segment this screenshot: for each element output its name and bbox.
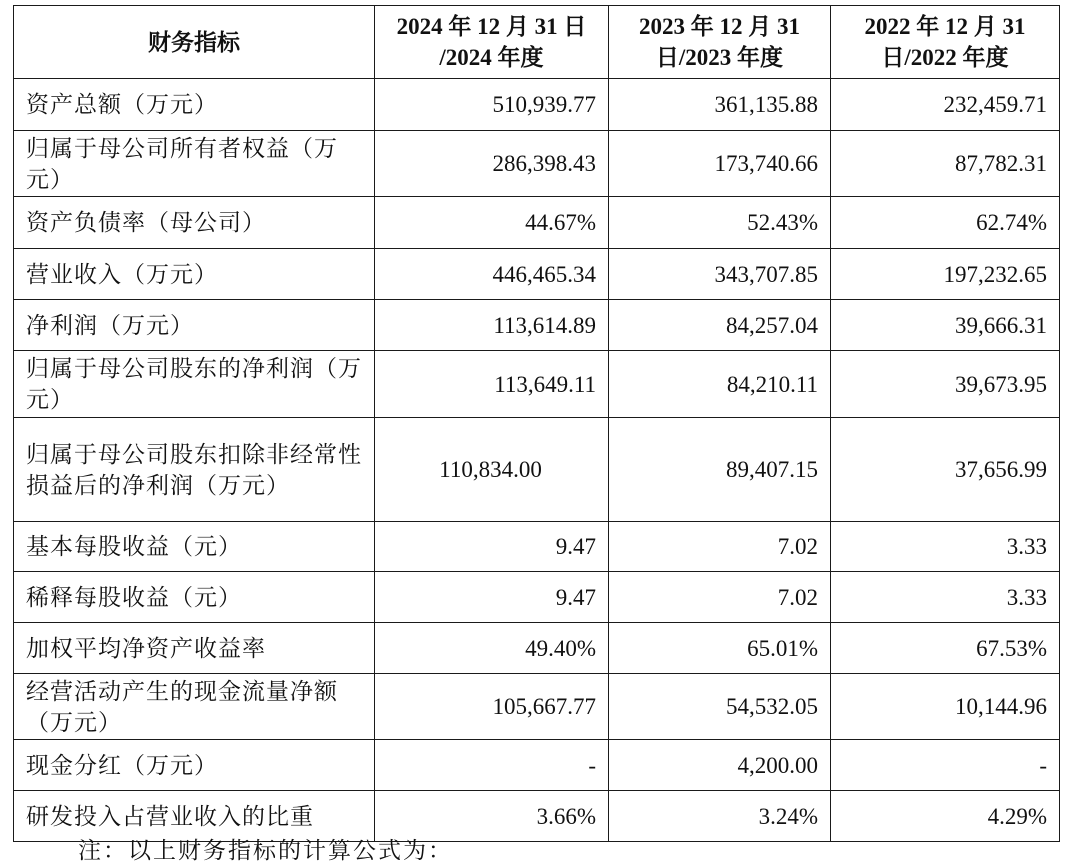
value-2022: 39,673.95 <box>831 351 1060 418</box>
value-2023: 89,407.15 <box>609 418 831 522</box>
value-2022: 37,656.99 <box>831 418 1060 522</box>
value-2024: 510,939.77 <box>375 79 609 131</box>
value-2024: 286,398.43 <box>375 131 609 197</box>
table-row <box>14 623 1060 674</box>
value-2024: 9.47 <box>375 572 609 623</box>
value-2024: 9.47 <box>375 522 609 572</box>
value-2022: 4.29% <box>831 791 1060 842</box>
value-2022: 3.33 <box>831 572 1060 623</box>
value-2022: 3.33 <box>831 522 1060 572</box>
row-label: 经营活动产生的现金流量净额（万元） <box>14 674 375 740</box>
value-2024: 446,465.34 <box>375 249 609 300</box>
table-row <box>14 300 1060 351</box>
financial-indicators-table <box>13 5 1060 842</box>
value-2023: 84,210.11 <box>609 351 831 418</box>
value-2023: 343,707.85 <box>609 249 831 300</box>
value-2024: 3.66% <box>375 791 609 842</box>
value-2023: 4,200.00 <box>609 740 831 791</box>
table-row <box>14 522 1060 572</box>
value-2023: 65.01% <box>609 623 831 674</box>
row-label: 加权平均净资产收益率 <box>14 623 375 674</box>
value-2023: 54,532.05 <box>609 674 831 740</box>
table-header-row <box>14 6 1060 79</box>
value-2022: 67.53% <box>831 623 1060 674</box>
header-2022-line1: 2022 年 12 月 31 <box>864 14 1026 39</box>
header-2024-line2: /2024 年度 <box>439 45 544 70</box>
header-2024-line1: 2024 年 12 月 31 日 <box>396 14 587 39</box>
value-2022: 10,144.96 <box>831 674 1060 740</box>
row-label: 净利润（万元） <box>14 300 375 351</box>
table-row <box>14 249 1060 300</box>
header-indicator: 财务指标 <box>14 6 375 79</box>
header-2022 <box>831 6 1060 79</box>
value-2023: 7.02 <box>609 522 831 572</box>
value-2024: 44.67% <box>375 197 609 249</box>
header-2023 <box>609 6 831 79</box>
table-row <box>14 418 1060 522</box>
value-2023: 173,740.66 <box>609 131 831 197</box>
value-2022: - <box>831 740 1060 791</box>
value-2022: 87,782.31 <box>831 131 1060 197</box>
value-2022: 197,232.65 <box>831 249 1060 300</box>
row-label: 营业收入（万元） <box>14 249 375 300</box>
value-2024: 105,667.77 <box>375 674 609 740</box>
row-label: 研发投入占营业收入的比重 <box>14 791 375 842</box>
value-2023: 361,135.88 <box>609 79 831 131</box>
value-2023: 7.02 <box>609 572 831 623</box>
table-row <box>14 351 1060 418</box>
row-label: 现金分红（万元） <box>14 740 375 791</box>
header-2024 <box>375 6 609 79</box>
value-2022: 232,459.71 <box>831 79 1060 131</box>
table-row <box>14 674 1060 740</box>
table-row <box>14 79 1060 131</box>
value-2023: 52.43% <box>609 197 831 249</box>
table-row <box>14 131 1060 197</box>
header-2023-line1: 2023 年 12 月 31 <box>639 14 800 39</box>
value-2022: 39,666.31 <box>831 300 1060 351</box>
table-row <box>14 572 1060 623</box>
row-label: 稀释每股收益（元） <box>14 572 375 623</box>
row-label: 基本每股收益（元） <box>14 522 375 572</box>
value-2024: 110,834.00 <box>375 418 609 522</box>
header-2022-line2: 日/2022 年度 <box>881 45 1009 70</box>
value-2024: 49.40% <box>375 623 609 674</box>
row-label: 归属于母公司所有者权益（万元） <box>14 131 375 197</box>
table-row <box>14 740 1060 791</box>
row-label: 资产负债率（母公司） <box>14 197 375 249</box>
row-label: 归属于母公司股东扣除非经常性损益后的净利润（万元） <box>14 418 375 522</box>
value-2023: 3.24% <box>609 791 831 842</box>
value-2023: 84,257.04 <box>609 300 831 351</box>
footnote: 注：以上财务指标的计算公式为： <box>78 838 453 863</box>
value-2024: - <box>375 740 609 791</box>
row-label: 归属于母公司股东的净利润（万元） <box>14 351 375 418</box>
value-2024: 113,649.11 <box>375 351 609 418</box>
header-2023-line2: 日/2023 年度 <box>655 45 784 70</box>
row-label: 资产总额（万元） <box>14 79 375 131</box>
value-2022: 62.74% <box>831 197 1060 249</box>
value-2024: 113,614.89 <box>375 300 609 351</box>
table-row <box>14 791 1060 842</box>
table-row <box>14 197 1060 249</box>
